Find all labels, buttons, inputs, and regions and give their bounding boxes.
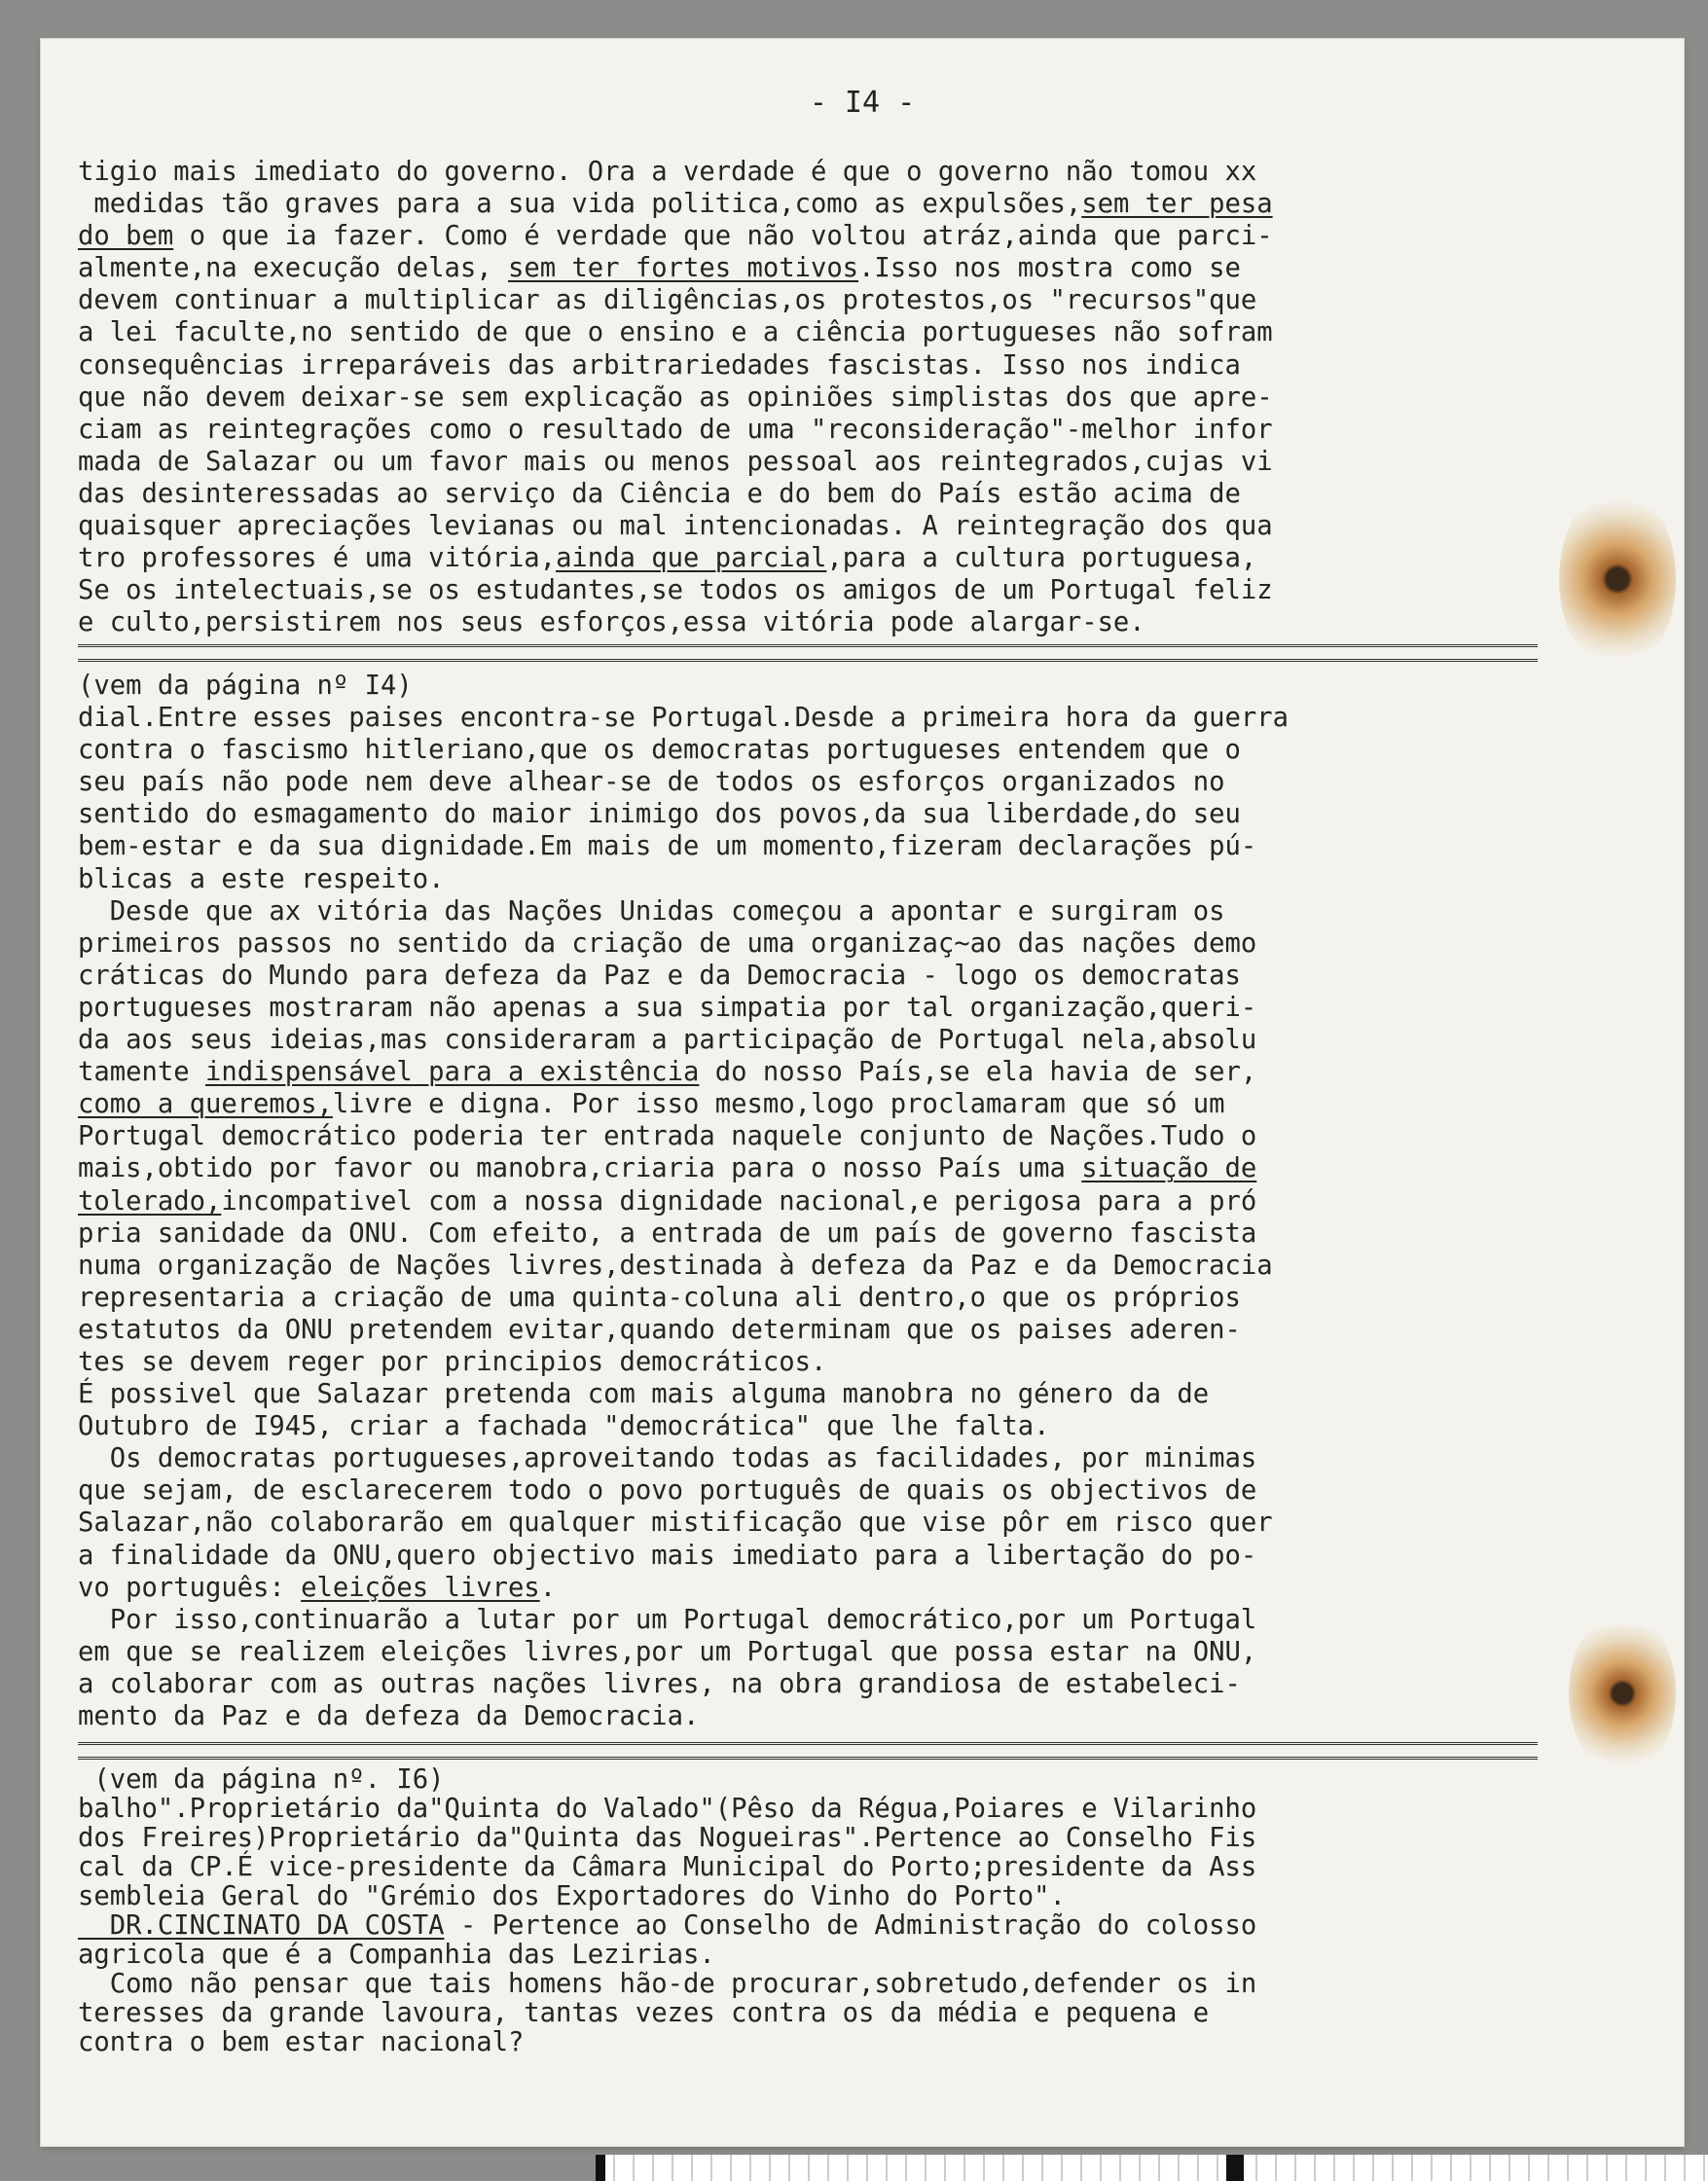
text-line: [78, 220, 1623, 252]
section-divider: [78, 644, 1538, 662]
underlined-text: eleições livres: [301, 1572, 540, 1603]
line-text: o que ia fazer. Como é verdade que não voltou atráz,ainda que parci-: [173, 221, 1273, 252]
line-text: sentido do esmagamento do maior inimigo dos povos,da sua liberdade,do seu: [78, 799, 1241, 830]
text-line: [78, 1882, 1623, 1911]
text-line: [78, 798, 1623, 830]
line-text: blicas a este respeito.: [78, 863, 445, 894]
text-line: [78, 188, 1623, 220]
text-line: [78, 1765, 1623, 1795]
text-line: [78, 960, 1623, 992]
line-text: quaisquer apreciações levianas ou mal intencionadas. A reintegração dos qua: [78, 511, 1273, 542]
line-text: Por isso,continuarão a lutar por um Portugal democrático,por um Portugal: [78, 1604, 1257, 1635]
text-line: [78, 1540, 1623, 1572]
page-number: - I4 -: [809, 86, 916, 120]
text-line: [78, 1795, 1623, 1824]
text-line: [78, 542, 1623, 574]
line-text: mada de Salazar ou um favor mais ou menos pessoal aos reintegrados,cujas vi: [78, 446, 1273, 477]
text-line: [78, 1314, 1623, 1346]
line-text: (vem da página nº I4): [78, 671, 413, 701]
text-line: [78, 1824, 1623, 1853]
line-text: mento da Paz e da defeza da Democracia.: [78, 1701, 700, 1731]
line-text: contra o bem estar nacional?: [78, 2027, 525, 2057]
text-line: [78, 1410, 1623, 1442]
line-text: da aos seus ideias,mas consideraram a participação de Portugal nela,absolu: [78, 1025, 1257, 1056]
line-text: das desinteressadas ao serviço da Ciência e do bem do País estão acima de: [78, 478, 1241, 509]
underlined-text: DR.CINCINATO DA COSTA: [78, 1910, 445, 1941]
line-text: primeiros passos no sentido da criação de uma organizaç~ao das nações demo: [78, 927, 1257, 959]
line-text: Portugal democrático poderia ter entrada naquele conjunto de Nações.Tudo o: [78, 1121, 1257, 1152]
text-line: [78, 1700, 1623, 1732]
line-text: almente,na execução delas,: [78, 253, 508, 284]
line-text: balho".Proprietário da"Quinta do Valado"(Pêso da Régua,Poiares e Vilarinho: [78, 1794, 1257, 1824]
line-text: consequências irreparáveis das arbitrariedades fascistas. Isso nos indica: [78, 349, 1241, 381]
text-line: [78, 414, 1623, 446]
text-line: [78, 284, 1623, 316]
line-text: a finalidade da ONU,quero objectivo mais imediato para a libertação do po-: [78, 1540, 1257, 1571]
text-line: [78, 863, 1623, 895]
line-text: livre e digna. Por isso mesmo,logo proclamaram que só um: [332, 1089, 1225, 1120]
text-line: [78, 349, 1623, 382]
underlined-text: situação de: [1081, 1153, 1257, 1184]
line-text: seu país não pode nem deve alhear-se de todos os esforços organizados no: [78, 767, 1225, 798]
line-text: a colaborar com as outras nações livres, na obra grandiosa de estabeleci-: [78, 1668, 1241, 1699]
text-line: [78, 1346, 1623, 1378]
line-text: cal da CP.É vice-presidente da Câmara Municipal do Porto;presidente da Ass: [78, 1852, 1257, 1882]
text-line: [78, 1120, 1623, 1152]
text-section-3: [78, 1765, 1623, 2057]
underlined-text: como a queremos,: [78, 1089, 333, 1120]
text-line: [78, 1970, 1623, 1999]
line-text: incompativel com a nossa dignidade nacional,e perigosa para a pró: [221, 1185, 1257, 1217]
text-line: [78, 382, 1623, 414]
text-line: [78, 992, 1623, 1024]
text-line: [78, 1911, 1623, 1941]
line-text: vo português:: [78, 1572, 302, 1603]
text-line: [78, 156, 1623, 188]
text-line: [78, 478, 1623, 510]
underlined-text: ainda que parcial: [556, 543, 827, 574]
text-line: [78, 1941, 1623, 1970]
line-text: bem-estar e da sua dignidade.Em mais de um momento,fizeram declarações pú-: [78, 831, 1257, 862]
line-text: do nosso País,se ela havia de ser,: [699, 1057, 1257, 1088]
line-text: dos Freires)Proprietário da"Quinta das Nogueiras".Pertence ao Conselho Fis: [78, 1823, 1257, 1853]
text-line: [78, 1282, 1623, 1314]
line-text: contra o fascismo hitleriano,que os democratas portugueses entendem que o: [78, 735, 1241, 766]
text-line: [78, 1442, 1623, 1474]
line-text: Salazar,não colaborarão em qualquer mistificação que vise pôr em risco quer: [78, 1508, 1273, 1539]
line-text: .Isso nos mostra como se: [858, 253, 1241, 284]
text-line: [78, 1474, 1623, 1507]
line-text: teresses da grande lavoura, tantas vezes contra os da média e pequena e: [78, 1998, 1210, 2028]
line-text: ciam as reintegrações como o resultado de uma "reconsideração"-melhor infor: [78, 414, 1273, 445]
underlined-text: indispensável para a existência: [204, 1057, 700, 1088]
underlined-text: sem ter fortes motivos: [507, 253, 859, 284]
text-line: [78, 1604, 1623, 1636]
line-text: Os democratas portugueses,aproveitando todas as facilidades, por minimas: [78, 1443, 1257, 1474]
text-line: [78, 927, 1623, 960]
text-line: [78, 670, 1623, 702]
text-line: [78, 1088, 1623, 1120]
line-text: que não devem deixar-se sem explicação as opiniões simplistas dos que apre-: [78, 382, 1273, 413]
text-line: [78, 1572, 1623, 1604]
line-text: Desde que ax vitória das Nações Unidas começou a apontar e surgiram os: [78, 895, 1225, 927]
line-text: cráticas do Mundo para defeza da Paz e da Democracia - logo os democratas: [78, 960, 1241, 991]
text-line: [78, 316, 1623, 348]
text-line: [78, 1152, 1623, 1184]
text-line: [78, 574, 1623, 606]
color-ruler: [596, 2155, 1708, 2181]
line-text: numa organização de Nações livres,destinada à defeza da Paz e da Democracia: [78, 1250, 1273, 1281]
line-text: (vem da página nº. I6): [78, 1764, 445, 1795]
section-divider: [78, 1742, 1538, 1760]
line-text: medidas tão graves para a sua vida politica,como as expulsões,: [78, 189, 1082, 220]
text-line: [78, 446, 1623, 478]
text-line: [78, 606, 1623, 638]
line-text: e culto,persistirem nos seus esforços,essa vitória pode alargar-se.: [78, 607, 1145, 638]
text-line: [78, 1378, 1623, 1410]
line-text: Outubro de I945, criar a fachada "democrática" que lhe falta.: [78, 1411, 1050, 1442]
text-line: [78, 2028, 1623, 2057]
line-text: .: [539, 1572, 557, 1603]
line-text: a lei faculte,no sentido de que o ensino e a ciência portugueses não sofram: [78, 317, 1273, 348]
line-text: É possivel que Salazar pretenda com mais alguma manobra no género da de: [78, 1379, 1210, 1410]
text-line: [78, 1250, 1623, 1282]
text-line: [78, 1218, 1623, 1250]
text-line: [78, 1668, 1623, 1700]
line-text: dial.Entre esses paises encontra-se Portugal.Desde a primeira hora da guerra: [78, 703, 1289, 734]
line-text: mais,obtido por favor ou manobra,criaria para o nosso País uma: [78, 1153, 1082, 1184]
line-text: pria sanidade da ONU. Com efeito, a entrada de um país de governo fascista: [78, 1218, 1257, 1249]
text-section-1: [78, 156, 1623, 638]
text-line: [78, 895, 1623, 927]
text-section-2: [78, 670, 1623, 1732]
line-text: ,para a cultura portuguesa,: [826, 543, 1257, 574]
line-text: tro professores é uma vitória,: [78, 543, 557, 574]
line-text: que sejam, de esclarecerem todo o povo português de quais os objectivos de: [78, 1475, 1257, 1507]
line-text: Como não pensar que tais homens hão-de procurar,sobretudo,defender os in: [78, 1969, 1257, 1999]
line-text: Se os intelectuais,se os estudantes,se todos os amigos de um Portugal feliz: [78, 575, 1273, 606]
line-text: devem continuar a multiplicar as diligências,os protestos,os "recursos"que: [78, 285, 1257, 316]
text-line: [78, 830, 1623, 862]
underlined-text: do bem: [78, 221, 174, 252]
line-text: representaria a criação de uma quinta-coluna ali dentro,o que os próprios: [78, 1282, 1241, 1313]
text-line: [78, 1636, 1623, 1668]
line-text: portugueses mostraram não apenas a sua simpatia por tal organização,queri-: [78, 992, 1257, 1023]
text-line: [78, 1056, 1623, 1088]
text-line: [78, 510, 1623, 542]
underlined-text: sem ter pesa: [1081, 189, 1273, 220]
text-line: [78, 702, 1623, 734]
line-text: tamente: [78, 1057, 205, 1088]
line-text: tes se devem reger por principios democráticos.: [78, 1346, 827, 1377]
line-text: estatutos da ONU pretendem evitar,quando determinam que os paises aderen-: [78, 1314, 1241, 1345]
document-page: [41, 39, 1684, 2146]
text-line: [78, 1853, 1623, 1882]
line-text: - Pertence ao Conselho de Administração do colosso: [444, 1910, 1257, 1941]
line-text: sembleia Geral do "Grémio dos Exportadores do Vinho do Porto".: [78, 1881, 1066, 1911]
text-line: [78, 766, 1623, 798]
text-line: [78, 1024, 1623, 1056]
line-text: tigio mais imediato do governo. Ora a verdade é que o governo não tomou xx: [78, 157, 1257, 187]
text-line: [78, 252, 1623, 284]
text-line: [78, 1999, 1623, 2028]
text-line: [78, 1507, 1623, 1539]
underlined-text: tolerado,: [78, 1185, 222, 1217]
text-line: [78, 734, 1623, 766]
line-text: agricola que é a Companhia das Lezirias.: [78, 1940, 715, 1970]
line-text: em que se realizem eleições livres,por um Portugal que possa estar na ONU,: [78, 1636, 1257, 1667]
text-line: [78, 1185, 1623, 1218]
